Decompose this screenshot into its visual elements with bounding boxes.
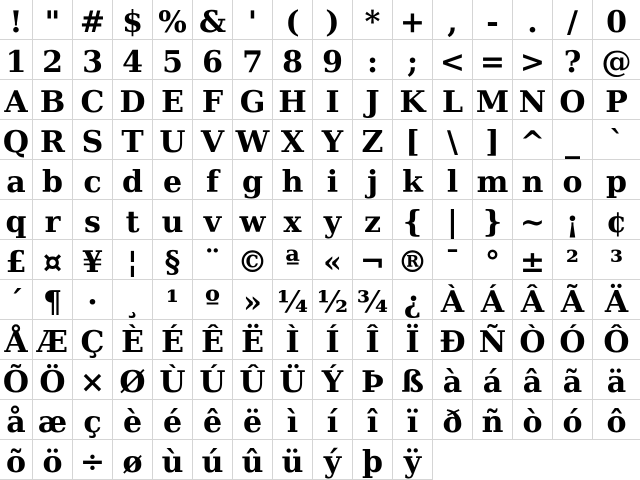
glyph-cell[interactable]: Ç [73,320,113,360]
glyph-cell[interactable]: ® [393,240,433,280]
glyph-cell[interactable]: © [233,240,273,280]
glyph-cell[interactable]: ' [233,0,273,40]
glyph-cell[interactable]: ÷ [73,440,113,480]
glyph-cell[interactable]: ¡ [553,200,593,240]
glyph-cell[interactable]: ¼ [273,280,313,320]
glyph-cell[interactable]: N [513,80,553,120]
glyph-cell[interactable]: i [313,160,353,200]
glyph-cell[interactable]: Ñ [473,320,513,360]
glyph-cell[interactable]: ? [553,40,593,80]
glyph-cell[interactable]: ` [593,120,640,160]
glyph-cell[interactable]: K [393,80,433,120]
glyph-cell[interactable]: æ [33,400,73,440]
glyph-cell[interactable]: : [353,40,393,80]
glyph-cell[interactable]: î [353,400,393,440]
glyph-cell[interactable]: å [0,400,33,440]
glyph-cell[interactable]: ~ [513,200,553,240]
glyph-cell[interactable]: Â [513,280,553,320]
glyph-cell[interactable]: Õ [0,360,33,400]
glyph-cell[interactable]: s [73,200,113,240]
glyph-cell[interactable]: À [433,280,473,320]
glyph-cell[interactable]: ë [233,400,273,440]
glyph-cell[interactable]: R [33,120,73,160]
glyph-cell[interactable]: Á [473,280,513,320]
glyph-cell[interactable]: . [513,0,553,40]
glyph-cell[interactable]: Q [0,120,33,160]
glyph-cell[interactable]: ° [473,240,513,280]
glyph-cell[interactable]: ª [273,240,313,280]
glyph-cell[interactable]: Ù [153,360,193,400]
glyph-cell[interactable]: á [473,360,513,400]
glyph-cell[interactable]: Å [0,320,33,360]
glyph-cell[interactable]: Î [353,320,393,360]
glyph-cell[interactable]: u [153,200,193,240]
glyph-cell[interactable]: G [233,80,273,120]
glyph-cell[interactable]: | [433,200,473,240]
glyph-cell[interactable]: U [153,120,193,160]
glyph-cell[interactable]: ¥ [73,240,113,280]
glyph-cell[interactable]: è [113,400,153,440]
glyph-cell[interactable]: ; [393,40,433,80]
glyph-cell[interactable]: S [73,120,113,160]
glyph-cell[interactable]: ^ [513,120,553,160]
glyph-cell[interactable]: 9 [313,40,353,80]
glyph-cell[interactable]: f [193,160,233,200]
glyph-cell[interactable]: ¹ [153,280,193,320]
glyph-cell[interactable]: x [273,200,313,240]
glyph-cell[interactable]: Ð [433,320,473,360]
glyph-cell[interactable]: ß [393,360,433,400]
glyph-cell[interactable]: V [193,120,233,160]
glyph-cell[interactable]: D [113,80,153,120]
glyph-cell[interactable]: Û [233,360,273,400]
glyph-cell[interactable]: ¶ [33,280,73,320]
glyph-cell[interactable]: e [153,160,193,200]
glyph-cell[interactable]: A [0,80,33,120]
glyph-cell[interactable]: Ö [33,360,73,400]
glyph-cell[interactable]: E [153,80,193,120]
glyph-cell[interactable]: r [33,200,73,240]
glyph-cell[interactable]: ¸ [113,280,153,320]
glyph-cell[interactable]: ¬ [353,240,393,280]
glyph-cell[interactable]: » [233,280,273,320]
glyph-cell[interactable]: o [553,160,593,200]
glyph-cell[interactable]: â [513,360,553,400]
glyph-cell[interactable]: ) [313,0,353,40]
glyph-cell[interactable]: ç [73,400,113,440]
glyph-cell[interactable]: L [433,80,473,120]
glyph-cell[interactable]: \ [433,120,473,160]
glyph-cell[interactable]: w [233,200,273,240]
glyph-cell[interactable]: ! [0,0,33,40]
glyph-cell[interactable]: } [473,200,513,240]
glyph-cell[interactable]: 2 [33,40,73,80]
glyph-cell[interactable]: Ü [273,360,313,400]
glyph-cell[interactable]: t [113,200,153,240]
glyph-cell[interactable]: Ã [553,280,593,320]
glyph-cell[interactable]: ñ [473,400,513,440]
glyph-cell[interactable]: d [113,160,153,200]
glyph-cell[interactable]: Ý [313,360,353,400]
glyph-cell[interactable]: ò [513,400,553,440]
glyph-cell[interactable]: Ï [393,320,433,360]
glyph-cell[interactable]: [ [393,120,433,160]
glyph-cell[interactable]: × [73,360,113,400]
glyph-cell[interactable]: ¾ [353,280,393,320]
glyph-cell[interactable]: Ä [593,280,640,320]
glyph-cell[interactable]: ä [593,360,640,400]
glyph-cell[interactable]: Ì [273,320,313,360]
glyph-cell[interactable]: É [153,320,193,360]
glyph-cell[interactable]: Ø [113,360,153,400]
glyph-cell[interactable]: F [193,80,233,120]
glyph-cell[interactable]: ¯ [433,240,473,280]
glyph-cell[interactable]: 8 [273,40,313,80]
glyph-cell[interactable]: « [313,240,353,280]
glyph-cell[interactable]: õ [0,440,33,480]
glyph-cell[interactable]: v [193,200,233,240]
glyph-cell[interactable]: Y [313,120,353,160]
glyph-cell[interactable]: ð [433,400,473,440]
glyph-cell[interactable]: û [233,440,273,480]
glyph-cell[interactable]: ÿ [393,440,433,480]
glyph-cell[interactable]: · [73,280,113,320]
glyph-cell[interactable]: - [473,0,513,40]
glyph-cell[interactable]: , [433,0,473,40]
glyph-cell[interactable]: ± [513,240,553,280]
glyph-cell[interactable]: Æ [33,320,73,360]
glyph-cell[interactable]: í [313,400,353,440]
glyph-cell[interactable]: I [313,80,353,120]
glyph-cell[interactable]: ¦ [113,240,153,280]
glyph-cell[interactable]: k [393,160,433,200]
glyph-cell[interactable]: @ [593,40,640,80]
glyph-cell[interactable]: ú [193,440,233,480]
glyph-cell[interactable]: ã [553,360,593,400]
glyph-cell[interactable]: > [513,40,553,80]
glyph-cell[interactable]: T [113,120,153,160]
glyph-cell[interactable]: y [313,200,353,240]
glyph-cell[interactable]: þ [353,440,393,480]
glyph-cell[interactable]: ê [193,400,233,440]
glyph-cell[interactable]: a [0,160,33,200]
glyph-cell[interactable]: J [353,80,393,120]
glyph-cell[interactable]: Ê [193,320,233,360]
glyph-cell[interactable]: M [473,80,513,120]
glyph-cell[interactable]: " [33,0,73,40]
glyph-cell[interactable]: O [553,80,593,120]
glyph-cell[interactable]: + [393,0,433,40]
glyph-cell[interactable]: à [433,360,473,400]
glyph-cell[interactable]: # [73,0,113,40]
glyph-cell[interactable]: Ô [593,320,640,360]
glyph-cell[interactable]: ¨ [193,240,233,280]
glyph-cell[interactable]: _ [553,120,593,160]
glyph-cell[interactable]: Z [353,120,393,160]
glyph-cell[interactable]: B [33,80,73,120]
glyph-cell[interactable]: 3 [73,40,113,80]
glyph-cell[interactable]: £ [0,240,33,280]
glyph-cell[interactable]: ½ [313,280,353,320]
glyph-cell[interactable]: ] [473,120,513,160]
glyph-cell[interactable]: q [0,200,33,240]
glyph-cell[interactable]: * [353,0,393,40]
glyph-cell[interactable]: j [353,160,393,200]
glyph-cell[interactable]: ö [33,440,73,480]
glyph-cell[interactable]: ô [593,400,640,440]
glyph-cell[interactable]: { [393,200,433,240]
glyph-cell[interactable]: ² [553,240,593,280]
glyph-cell[interactable]: 7 [233,40,273,80]
glyph-cell[interactable]: g [233,160,273,200]
glyph-cell[interactable]: / [553,0,593,40]
glyph-cell[interactable]: È [113,320,153,360]
glyph-cell[interactable]: ¢ [593,200,640,240]
glyph-cell[interactable]: § [153,240,193,280]
glyph-cell[interactable]: h [273,160,313,200]
glyph-cell[interactable]: 1 [0,40,33,80]
glyph-cell[interactable]: ý [313,440,353,480]
glyph-cell[interactable]: ì [273,400,313,440]
glyph-cell[interactable]: < [433,40,473,80]
glyph-cell[interactable]: m [473,160,513,200]
glyph-cell[interactable]: n [513,160,553,200]
glyph-cell[interactable]: Ò [513,320,553,360]
glyph-cell[interactable]: c [73,160,113,200]
glyph-cell[interactable]: X [273,120,313,160]
glyph-cell[interactable]: $ [113,0,153,40]
glyph-cell[interactable]: Þ [353,360,393,400]
glyph-cell[interactable]: l [433,160,473,200]
glyph-cell[interactable]: ó [553,400,593,440]
glyph-cell[interactable]: P [593,80,640,120]
glyph-cell[interactable]: z [353,200,393,240]
glyph-cell[interactable]: 0 [593,0,640,40]
glyph-cell[interactable]: Ó [553,320,593,360]
glyph-cell[interactable]: Ú [193,360,233,400]
glyph-cell[interactable]: ´ [0,280,33,320]
glyph-cell[interactable]: b [33,160,73,200]
glyph-cell[interactable]: ¿ [393,280,433,320]
glyph-cell[interactable]: ø [113,440,153,480]
glyph-cell[interactable]: = [473,40,513,80]
glyph-cell[interactable]: ( [273,0,313,40]
glyph-cell[interactable]: C [73,80,113,120]
glyph-cell[interactable]: & [193,0,233,40]
glyph-cell[interactable]: ¤ [33,240,73,280]
glyph-cell[interactable]: ï [393,400,433,440]
glyph-cell[interactable]: é [153,400,193,440]
glyph-cell[interactable]: H [273,80,313,120]
glyph-cell[interactable]: 5 [153,40,193,80]
glyph-cell[interactable]: Ë [233,320,273,360]
glyph-cell[interactable]: ³ [593,240,640,280]
glyph-cell[interactable]: % [153,0,193,40]
glyph-cell[interactable]: º [193,280,233,320]
glyph-cell[interactable]: 6 [193,40,233,80]
glyph-cell[interactable]: p [593,160,640,200]
glyph-cell[interactable]: ù [153,440,193,480]
glyph-cell[interactable]: 4 [113,40,153,80]
glyph-cell[interactable]: W [233,120,273,160]
glyph-cell[interactable]: ü [273,440,313,480]
glyph-cell[interactable]: Í [313,320,353,360]
